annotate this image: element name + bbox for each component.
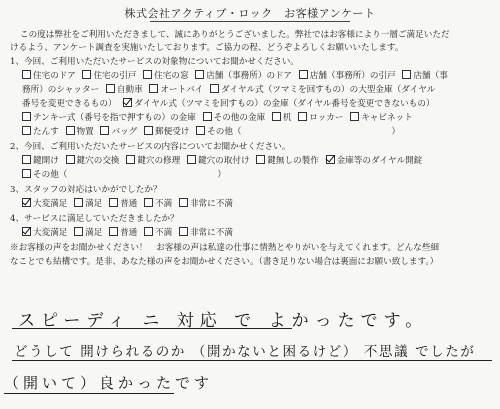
checkbox[interactable] — [66, 155, 75, 164]
q1-option[interactable]: キャビネット — [350, 112, 413, 125]
checkbox[interactable] — [144, 198, 153, 207]
q3-option[interactable]: 不満 — [144, 198, 172, 211]
q1-option[interactable]: 机 — [272, 112, 292, 125]
q1-option[interactable]: たんす — [22, 126, 59, 139]
checkbox[interactable] — [109, 198, 118, 207]
q1-option-other[interactable]: その他（ ） — [196, 126, 400, 139]
handwritten-comment-area[interactable] — [0, 300, 500, 409]
q2-option[interactable]: 鍵開け — [22, 155, 59, 168]
q4-option[interactable]: 普通 — [109, 227, 137, 240]
q1-row-4 — [22, 112, 500, 125]
q1-option[interactable]: 店舗（事 — [402, 70, 447, 83]
q1-option[interactable]: ダイヤル式（ツマミを回すもの）の金庫（ダイヤル番号を変更できないもの） — [123, 98, 434, 111]
q1-option[interactable]: 自動車 — [106, 84, 143, 97]
q1-option[interactable]: 店舗（事務所）のドア — [195, 70, 292, 83]
q1-option[interactable]: ロッカー — [298, 112, 343, 125]
handwritten-line-2: どうして 開けられるのか （開かないと困るけど） 不思議 でしたが — [14, 344, 476, 360]
q1-option[interactable]: テンキー式（番号を指で押すもの）の金庫 — [22, 112, 196, 125]
voice-prompt-line-2: なことでも結構です。是非、あなた様の声をお聞かせください。（書き足りない場合は裏面にお願い致します。） — [10, 257, 439, 267]
q2-option[interactable]: 鍵穴の取付け — [187, 155, 250, 168]
checkbox[interactable] — [350, 112, 359, 121]
checkbox[interactable] — [179, 227, 188, 236]
checkbox[interactable] — [66, 126, 75, 135]
handwritten-line-1: スピーディ ニ 対応 で よかったです。 — [18, 311, 429, 331]
checkbox[interactable] — [298, 112, 307, 121]
q1-row-1 — [22, 70, 500, 83]
checkbox[interactable] — [22, 70, 31, 79]
q1-option[interactable]: 住宅の窓 — [143, 70, 188, 83]
handwritten-line-3: （開いて）良かったです — [4, 374, 214, 392]
q3-option[interactable]: 非常に不満 — [179, 198, 233, 211]
q4-option[interactable]: 大変満足 — [22, 227, 67, 240]
checkbox-checked[interactable] — [123, 98, 132, 107]
q1-option[interactable]: 住宅のドア — [22, 70, 76, 83]
q1-option[interactable]: その他の金庫 — [203, 112, 266, 125]
q1-option[interactable]: オートバイ — [149, 84, 203, 97]
checkbox[interactable] — [144, 126, 153, 135]
checkbox[interactable] — [149, 84, 158, 93]
checkbox[interactable] — [256, 155, 265, 164]
q1-option-continued: 番号を変更できるもの） — [22, 99, 117, 109]
q4-row — [22, 227, 500, 240]
q1-row-3 — [22, 98, 500, 111]
voice-prompt-line-1: ※お客様の声をお聞かせください！ お客様の声は私達の仕事に情熱とやりがいを与えてくれます。どんな些細 — [10, 243, 440, 253]
q2-option[interactable]: 金庫等のダイヤル開錠 — [326, 155, 423, 168]
checkbox[interactable] — [195, 70, 204, 79]
q1-row-5 — [22, 126, 500, 139]
checkbox[interactable] — [100, 126, 109, 135]
checkbox[interactable] — [187, 155, 196, 164]
checkbox[interactable] — [126, 155, 135, 164]
q1-option[interactable]: 店舗（事務所）の引戸 — [299, 70, 396, 83]
survey-title — [0, 5, 500, 21]
q3-option[interactable]: 満足 — [74, 198, 102, 211]
q4-question: 4、サービスに満足していただきましたか？ — [10, 214, 179, 224]
checkbox[interactable] — [210, 84, 219, 93]
q1-option[interactable]: ダイヤル式（ツマミを回すもの）の大型金庫（ダイヤル — [210, 84, 435, 97]
q1-option[interactable]: 郵便受け — [144, 126, 189, 139]
checkbox[interactable] — [196, 126, 205, 135]
q1-option[interactable]: バッグ — [100, 126, 137, 139]
q3-option[interactable]: 普通 — [109, 198, 137, 211]
checkbox-checked[interactable] — [22, 227, 31, 236]
q4-option[interactable]: 不満 — [144, 227, 172, 240]
handwriting-underline — [4, 393, 174, 394]
checkbox[interactable] — [74, 227, 83, 236]
checkbox[interactable] — [22, 169, 31, 178]
checkbox[interactable] — [82, 70, 91, 79]
checkbox[interactable] — [402, 70, 411, 79]
q2-option[interactable]: 鍵無しの製作 — [256, 155, 319, 168]
intro-line-1: この度は弊社をご利用いただきまして、誠にありがとうございました。弊社ではお客様により一層ご満足いただ — [20, 30, 450, 40]
q1-option-continued: 務所）のシャッター — [22, 85, 100, 95]
checkbox[interactable] — [272, 112, 281, 121]
q2-question: 2、今回、ご利用いただいたサービスの内容についてお聞かせください。 — [10, 142, 291, 152]
checkbox[interactable] — [144, 227, 153, 236]
checkbox[interactable] — [109, 227, 118, 236]
handwriting-underline — [12, 328, 292, 329]
checkbox[interactable] — [106, 84, 115, 93]
checkbox-checked[interactable] — [326, 155, 335, 164]
q2-option[interactable]: 鍵穴の修理 — [126, 155, 180, 168]
q4-option[interactable]: 満足 — [74, 227, 102, 240]
q3-option[interactable]: 大変満足 — [22, 198, 67, 211]
q3-question: 3、スタッフの対応はいかがでしたか？ — [10, 185, 162, 195]
q2-option[interactable]: 鍵穴の交換 — [66, 155, 120, 168]
q4-option[interactable]: 非常に不満 — [179, 227, 233, 240]
checkbox[interactable] — [179, 198, 188, 207]
checkbox[interactable] — [143, 70, 152, 79]
handwriting-underline — [12, 360, 492, 361]
survey-title-text: 株式会社アクティブ・ロック お客様アンケート — [124, 7, 376, 20]
q1-option[interactable]: 住宅の引戸 — [82, 70, 136, 83]
q1-question: 1、今回、ご利用いただいたサービスの対象物についてお聞かせください。 — [10, 57, 299, 67]
q1-row-2 — [22, 84, 500, 97]
checkbox-checked[interactable] — [22, 198, 31, 207]
checkbox[interactable] — [203, 112, 212, 121]
checkbox[interactable] — [22, 112, 31, 121]
q3-row — [22, 198, 500, 211]
checkbox[interactable] — [22, 155, 31, 164]
intro-line-2: けるよう、アンケート調査を実施いたしております。ご協力の程、どうぞよろしくお願いいたします。 — [10, 43, 404, 53]
checkbox[interactable] — [22, 126, 31, 135]
q2-row-2 — [22, 169, 500, 182]
q2-option-other[interactable]: その他（ ） — [22, 169, 226, 182]
checkbox[interactable] — [299, 70, 308, 79]
q1-option[interactable]: 物置 — [66, 126, 94, 139]
q2-row-1 — [22, 155, 500, 168]
title-underline — [150, 21, 350, 22]
checkbox[interactable] — [74, 198, 83, 207]
